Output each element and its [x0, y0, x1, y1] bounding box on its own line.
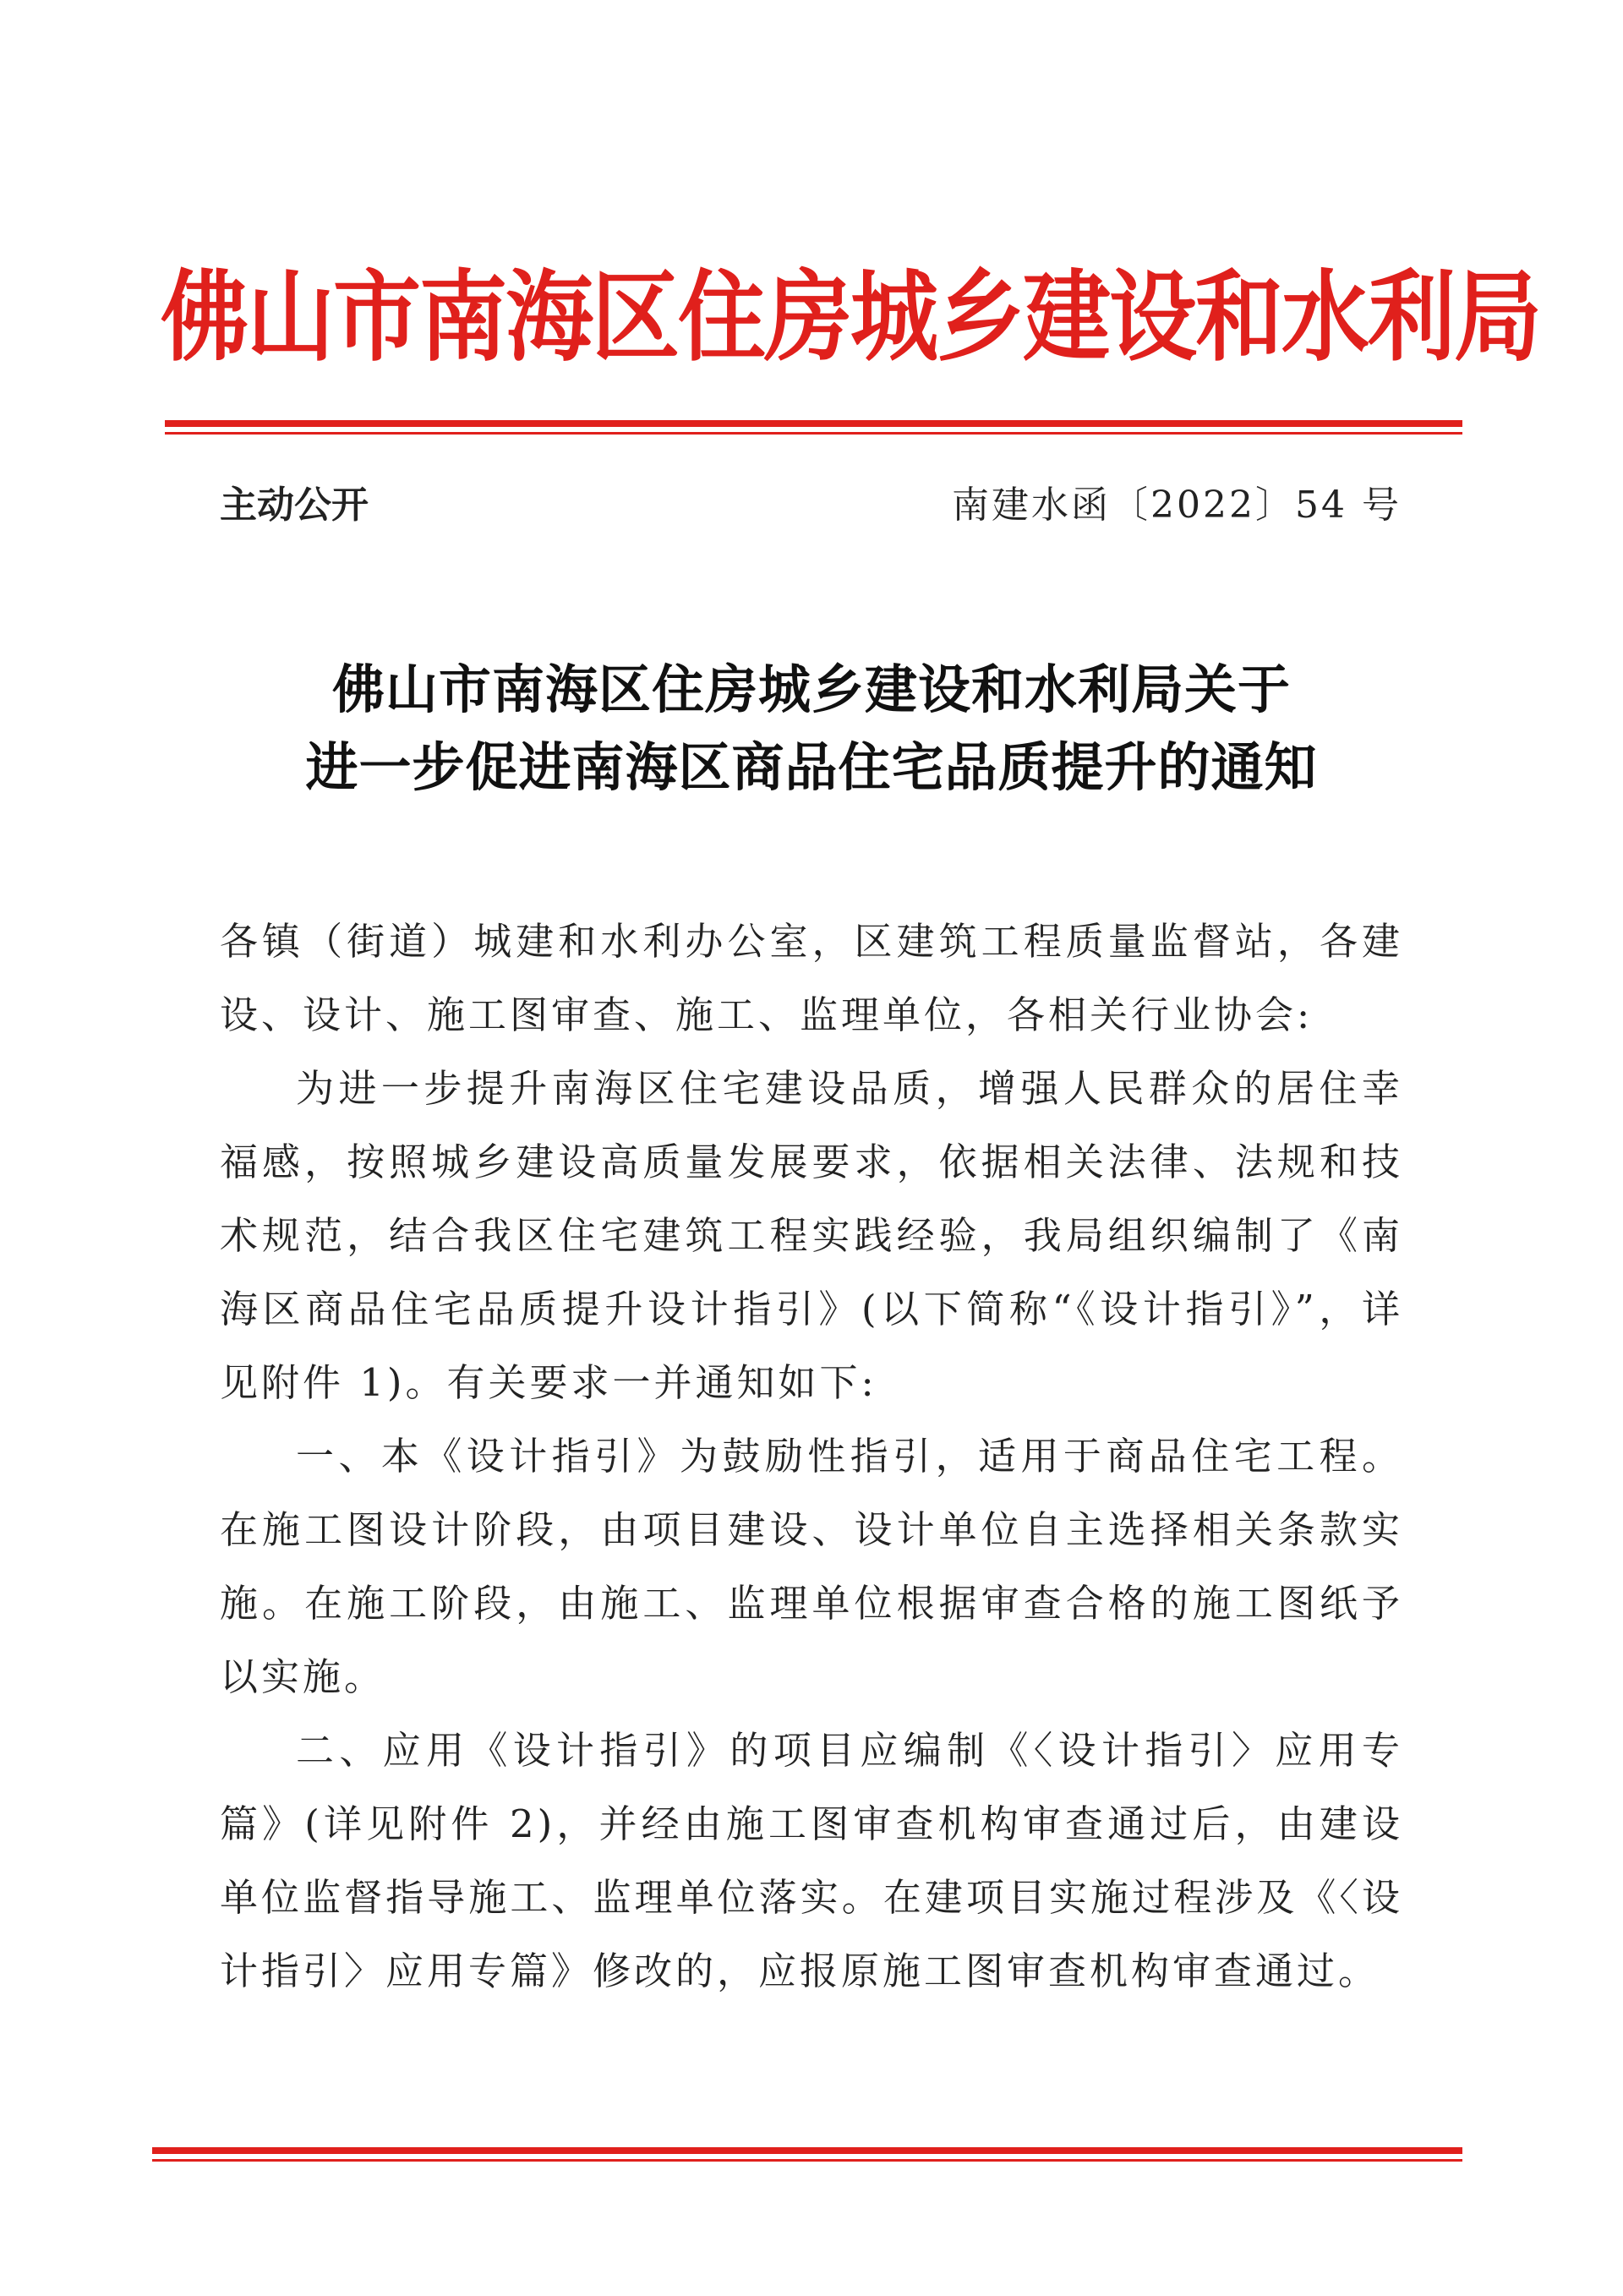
divider-thick-line: [165, 420, 1462, 427]
paragraph-intro: 为进一步提升南海区住宅建设品质，增强人民群众的居住幸福感，按照城乡建设高质量发展要求，依据相关法律、法规和技术规范，结合我区住宅建筑工程实践经验，我局组织编制了《南海区商品住宅品质提升设计指引》(以下简称“《设计指引》”，详见附件 1)。有关要求一并通知如下:: [220, 1066, 1403, 1405]
divider-thin-line: [152, 2159, 1462, 2162]
disclosure-label: 主动公开: [220, 484, 369, 527]
page-divider-bottom: [152, 2147, 1462, 2162]
document-number: 南建水函〔2022〕54 号: [952, 484, 1402, 527]
divider-thin-line: [165, 432, 1462, 435]
letterhead-agency-name: 佛山市南海区住房城乡建设和水利局: [161, 259, 1541, 375]
document-title-line-2: 进一步促进南海区商品住宅品质提升的通知: [305, 736, 1318, 798]
document-title: [161, 651, 1462, 806]
letterhead-divider-top: [165, 420, 1462, 435]
divider-thick-line: [152, 2147, 1462, 2154]
document-title-line-1: 佛山市南海区住房城乡建设和水利局关于: [331, 659, 1291, 720]
paragraph-item-1: 一、本《设计指引》为鼓励性指引，适用于商品住宅工程。在施工图设计阶段，由项目建设、设计单位自主选择相关条款实施。在施工阶段，由施工、监理单位根据审查合格的施工图纸予以实施。: [220, 1434, 1403, 1699]
paragraph-item-2: 二、应用《设计指引》的项目应编制《〈设计指引〉应用专篇》(详见附件 2)，并经由施工图审查机构审查通过后，由建设单位监督指导施工、监理单位落实。在建项目实施过程涉及《〈设计指引〉应用专篇》修改的，应报原施工图审查机构审查通过。: [220, 1728, 1403, 1993]
document-body: [220, 905, 1403, 2008]
salutation: 各镇（街道）城建和水利办公室，区建筑工程质量监督站，各建设、设计、施工图审查、施工、监理单位，各相关行业协会:: [220, 919, 1403, 1037]
